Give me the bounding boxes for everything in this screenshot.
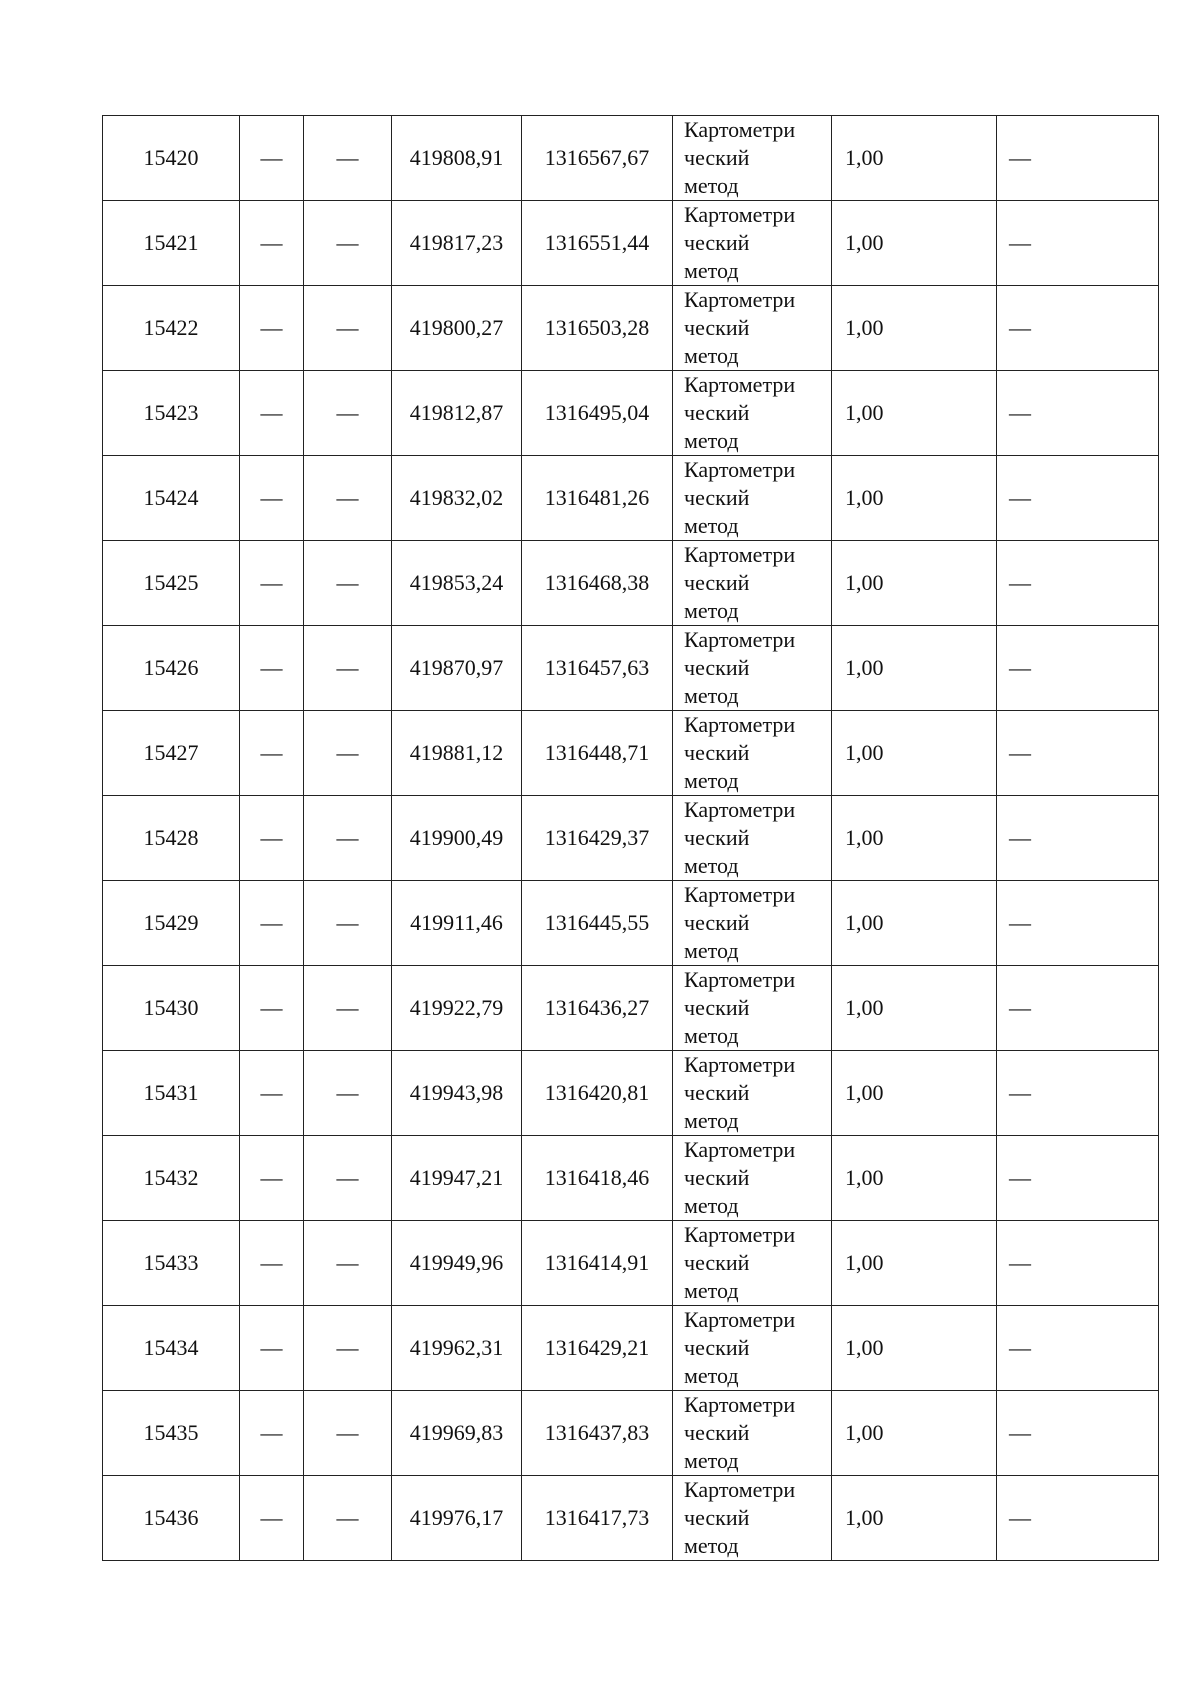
- dash-cell: —: [240, 1221, 304, 1306]
- dash-cell: —: [304, 371, 392, 456]
- dash-cell: —: [997, 1306, 1159, 1391]
- dash-cell: —: [997, 371, 1159, 456]
- accuracy-cell: 1,00: [832, 541, 997, 626]
- dash-cell: —: [304, 1221, 392, 1306]
- x-coordinate-cell: 419947,21: [392, 1136, 522, 1221]
- method-cell: [673, 286, 832, 371]
- method-line: Картометри: [684, 797, 796, 822]
- method-cell: [673, 1136, 832, 1221]
- dash-cell: —: [997, 1391, 1159, 1476]
- method-line: Картометри: [684, 1392, 796, 1417]
- method-cell: [673, 1051, 832, 1136]
- y-coordinate-cell: 1316503,28: [522, 286, 673, 371]
- x-coordinate-cell: 419949,96: [392, 1221, 522, 1306]
- y-coordinate-cell: 1316495,04: [522, 371, 673, 456]
- dash-cell: —: [240, 1051, 304, 1136]
- dash-cell: —: [997, 626, 1159, 711]
- dash-cell: —: [997, 711, 1159, 796]
- y-coordinate-cell: 1316429,37: [522, 796, 673, 881]
- method-cell: [673, 456, 832, 541]
- x-coordinate-cell: 419817,23: [392, 201, 522, 286]
- method-line: метод: [684, 1023, 739, 1048]
- point-number-cell: 15426: [103, 626, 240, 711]
- table-row: [103, 966, 1159, 1051]
- accuracy-cell: 1,00: [832, 371, 997, 456]
- dash-cell: —: [304, 201, 392, 286]
- table-row: [103, 881, 1159, 966]
- method-line: ческий: [684, 570, 750, 595]
- table-row: [103, 711, 1159, 796]
- dash-cell: —: [997, 881, 1159, 966]
- y-coordinate-cell: 1316551,44: [522, 201, 673, 286]
- table-row: [103, 201, 1159, 286]
- y-coordinate-cell: 1316448,71: [522, 711, 673, 796]
- accuracy-cell: 1,00: [832, 456, 997, 541]
- point-number-cell: 15423: [103, 371, 240, 456]
- method-line: Картометри: [684, 202, 796, 227]
- dash-cell: —: [240, 711, 304, 796]
- dash-cell: —: [997, 116, 1159, 201]
- dash-cell: —: [304, 626, 392, 711]
- table-row: [103, 1136, 1159, 1221]
- table-row: [103, 1476, 1159, 1561]
- dash-cell: —: [240, 1136, 304, 1221]
- dash-cell: —: [304, 1391, 392, 1476]
- x-coordinate-cell: 419900,49: [392, 796, 522, 881]
- method-line: метод: [684, 343, 739, 368]
- method-line: метод: [684, 1533, 739, 1558]
- accuracy-cell: 1,00: [832, 1391, 997, 1476]
- table-row: [103, 456, 1159, 541]
- method-line: Картометри: [684, 1137, 796, 1162]
- point-number-cell: 15430: [103, 966, 240, 1051]
- accuracy-cell: 1,00: [832, 711, 997, 796]
- table-row: [103, 286, 1159, 371]
- method-line: метод: [684, 1363, 739, 1388]
- method-line: метод: [684, 683, 739, 708]
- x-coordinate-cell: 419808,91: [392, 116, 522, 201]
- y-coordinate-cell: 1316445,55: [522, 881, 673, 966]
- y-coordinate-cell: 1316436,27: [522, 966, 673, 1051]
- dash-cell: —: [997, 1221, 1159, 1306]
- x-coordinate-cell: 419812,87: [392, 371, 522, 456]
- method-cell: [673, 541, 832, 626]
- x-coordinate-cell: 419922,79: [392, 966, 522, 1051]
- accuracy-cell: 1,00: [832, 796, 997, 881]
- method-line: ческий: [684, 1165, 750, 1190]
- method-line: Картометри: [684, 967, 796, 992]
- point-number-cell: 15420: [103, 116, 240, 201]
- x-coordinate-cell: 419911,46: [392, 881, 522, 966]
- y-coordinate-cell: 1316457,63: [522, 626, 673, 711]
- method-line: Картометри: [684, 287, 796, 312]
- table-body: [103, 116, 1159, 1561]
- table-row: [103, 1391, 1159, 1476]
- dash-cell: —: [304, 1051, 392, 1136]
- dash-cell: —: [240, 796, 304, 881]
- point-number-cell: 15429: [103, 881, 240, 966]
- method-line: ческий: [684, 655, 750, 680]
- method-line: метод: [684, 173, 739, 198]
- table-row: [103, 1306, 1159, 1391]
- dash-cell: —: [997, 286, 1159, 371]
- dash-cell: —: [240, 1476, 304, 1561]
- point-number-cell: 15436: [103, 1476, 240, 1561]
- y-coordinate-cell: 1316481,26: [522, 456, 673, 541]
- method-cell: [673, 116, 832, 201]
- y-coordinate-cell: 1316420,81: [522, 1051, 673, 1136]
- dash-cell: —: [304, 286, 392, 371]
- method-line: ческий: [684, 825, 750, 850]
- method-line: метод: [684, 1108, 739, 1133]
- point-number-cell: 15432: [103, 1136, 240, 1221]
- accuracy-cell: 1,00: [832, 201, 997, 286]
- dash-cell: —: [304, 711, 392, 796]
- method-line: метод: [684, 1193, 739, 1218]
- coordinates-table: [102, 115, 1159, 1561]
- x-coordinate-cell: 419870,97: [392, 626, 522, 711]
- accuracy-cell: 1,00: [832, 1051, 997, 1136]
- method-line: Картометри: [684, 1052, 796, 1077]
- point-number-cell: 15421: [103, 201, 240, 286]
- method-cell: [673, 796, 832, 881]
- dash-cell: —: [304, 1476, 392, 1561]
- y-coordinate-cell: 1316468,38: [522, 541, 673, 626]
- dash-cell: —: [240, 541, 304, 626]
- point-number-cell: 15433: [103, 1221, 240, 1306]
- method-line: Картометри: [684, 542, 796, 567]
- method-cell: [673, 1221, 832, 1306]
- point-number-cell: 15425: [103, 541, 240, 626]
- method-line: ческий: [684, 315, 750, 340]
- point-number-cell: 15431: [103, 1051, 240, 1136]
- method-line: ческий: [684, 1250, 750, 1275]
- dash-cell: —: [304, 796, 392, 881]
- dash-cell: —: [240, 456, 304, 541]
- method-line: метод: [684, 938, 739, 963]
- method-cell: [673, 966, 832, 1051]
- dash-cell: —: [240, 1391, 304, 1476]
- dash-cell: —: [240, 1306, 304, 1391]
- x-coordinate-cell: 419943,98: [392, 1051, 522, 1136]
- method-cell: [673, 1476, 832, 1561]
- method-cell: [673, 881, 832, 966]
- method-line: метод: [684, 768, 739, 793]
- method-line: метод: [684, 598, 739, 623]
- dash-cell: —: [240, 116, 304, 201]
- table-row: [103, 796, 1159, 881]
- method-line: ческий: [684, 145, 750, 170]
- accuracy-cell: 1,00: [832, 1476, 997, 1561]
- dash-cell: —: [304, 881, 392, 966]
- y-coordinate-cell: 1316417,73: [522, 1476, 673, 1561]
- method-line: ческий: [684, 910, 750, 935]
- method-line: ческий: [684, 230, 750, 255]
- dash-cell: —: [240, 201, 304, 286]
- y-coordinate-cell: 1316429,21: [522, 1306, 673, 1391]
- x-coordinate-cell: 419962,31: [392, 1306, 522, 1391]
- method-line: ческий: [684, 400, 750, 425]
- table-row: [103, 626, 1159, 711]
- method-line: Картометри: [684, 1222, 796, 1247]
- dash-cell: —: [240, 371, 304, 456]
- method-cell: [673, 626, 832, 711]
- method-cell: [673, 1306, 832, 1391]
- point-number-cell: 15424: [103, 456, 240, 541]
- point-number-cell: 15422: [103, 286, 240, 371]
- x-coordinate-cell: 419969,83: [392, 1391, 522, 1476]
- dash-cell: —: [304, 966, 392, 1051]
- method-line: ческий: [684, 1080, 750, 1105]
- method-line: Картометри: [684, 1307, 796, 1332]
- method-line: метод: [684, 853, 739, 878]
- dash-cell: —: [304, 456, 392, 541]
- x-coordinate-cell: 419832,02: [392, 456, 522, 541]
- accuracy-cell: 1,00: [832, 966, 997, 1051]
- y-coordinate-cell: 1316567,67: [522, 116, 673, 201]
- dash-cell: —: [997, 201, 1159, 286]
- point-number-cell: 15428: [103, 796, 240, 881]
- method-line: ческий: [684, 1420, 750, 1445]
- dash-cell: —: [997, 1051, 1159, 1136]
- dash-cell: —: [997, 1136, 1159, 1221]
- x-coordinate-cell: 419976,17: [392, 1476, 522, 1561]
- accuracy-cell: 1,00: [832, 116, 997, 201]
- x-coordinate-cell: 419853,24: [392, 541, 522, 626]
- method-line: ческий: [684, 1505, 750, 1530]
- method-line: Картометри: [684, 457, 796, 482]
- point-number-cell: 15434: [103, 1306, 240, 1391]
- accuracy-cell: 1,00: [832, 626, 997, 711]
- method-line: метод: [684, 1278, 739, 1303]
- accuracy-cell: 1,00: [832, 286, 997, 371]
- method-line: ческий: [684, 1335, 750, 1360]
- method-line: ческий: [684, 740, 750, 765]
- dash-cell: —: [304, 1136, 392, 1221]
- method-line: Картометри: [684, 712, 796, 737]
- method-line: ческий: [684, 995, 750, 1020]
- dash-cell: —: [240, 626, 304, 711]
- method-line: Картометри: [684, 882, 796, 907]
- method-line: Картометри: [684, 117, 796, 142]
- point-number-cell: 15435: [103, 1391, 240, 1476]
- dash-cell: —: [304, 116, 392, 201]
- x-coordinate-cell: 419800,27: [392, 286, 522, 371]
- table-row: [103, 116, 1159, 201]
- dash-cell: —: [997, 966, 1159, 1051]
- method-cell: [673, 1391, 832, 1476]
- accuracy-cell: 1,00: [832, 881, 997, 966]
- accuracy-cell: 1,00: [832, 1136, 997, 1221]
- method-line: метод: [684, 258, 739, 283]
- x-coordinate-cell: 419881,12: [392, 711, 522, 796]
- method-line: метод: [684, 513, 739, 538]
- dash-cell: —: [240, 286, 304, 371]
- method-line: Картометри: [684, 627, 796, 652]
- dash-cell: —: [240, 881, 304, 966]
- method-line: Картометри: [684, 372, 796, 397]
- table-row: [103, 541, 1159, 626]
- method-line: метод: [684, 1448, 739, 1473]
- dash-cell: —: [304, 541, 392, 626]
- dash-cell: —: [997, 1476, 1159, 1561]
- y-coordinate-cell: 1316437,83: [522, 1391, 673, 1476]
- dash-cell: —: [997, 796, 1159, 881]
- method-cell: [673, 711, 832, 796]
- point-number-cell: 15427: [103, 711, 240, 796]
- table-row: [103, 1051, 1159, 1136]
- dash-cell: —: [997, 541, 1159, 626]
- y-coordinate-cell: 1316418,46: [522, 1136, 673, 1221]
- table-row: [103, 371, 1159, 456]
- method-line: метод: [684, 428, 739, 453]
- accuracy-cell: 1,00: [832, 1221, 997, 1306]
- dash-cell: —: [997, 456, 1159, 541]
- dash-cell: —: [240, 966, 304, 1051]
- method-cell: [673, 371, 832, 456]
- method-line: ческий: [684, 485, 750, 510]
- method-line: Картометри: [684, 1477, 796, 1502]
- accuracy-cell: 1,00: [832, 1306, 997, 1391]
- table-row: [103, 1221, 1159, 1306]
- dash-cell: —: [304, 1306, 392, 1391]
- y-coordinate-cell: 1316414,91: [522, 1221, 673, 1306]
- method-cell: [673, 201, 832, 286]
